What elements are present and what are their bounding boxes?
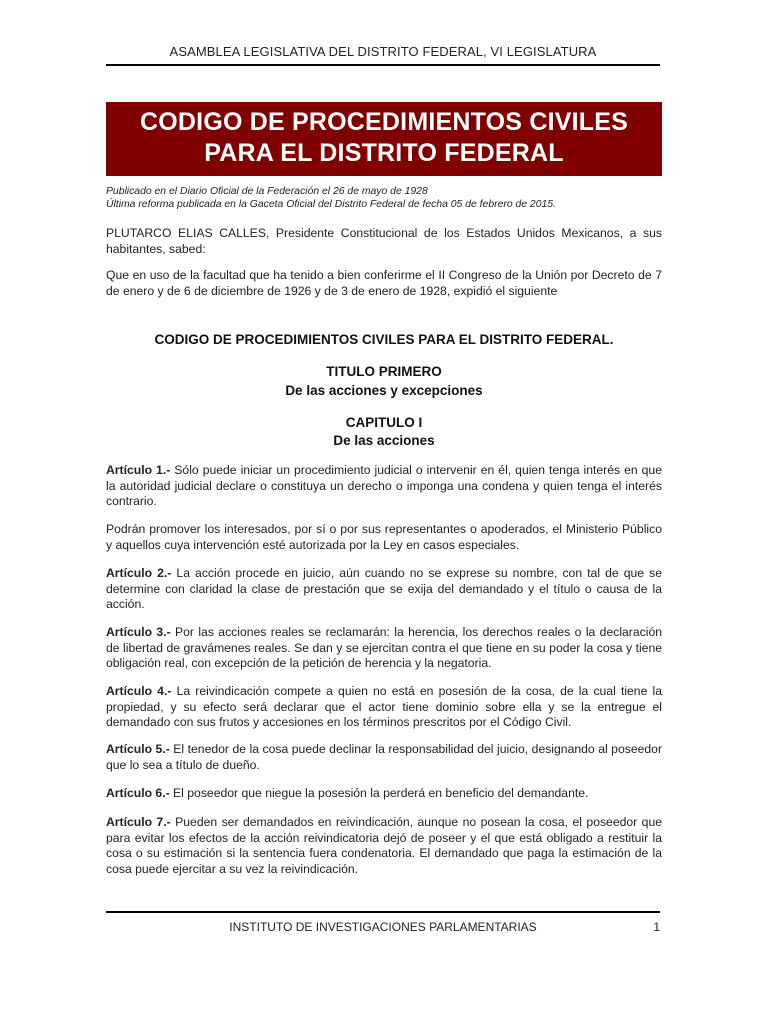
article-paragraph	[106, 742, 662, 773]
header-rule	[106, 64, 660, 66]
article-label: Artículo 2.-	[106, 566, 172, 580]
article-label: Artículo 5.-	[106, 742, 170, 756]
capitulo-heading: CAPITULO I	[345, 415, 423, 430]
article-paragraph	[106, 786, 662, 802]
article-paragraph	[106, 815, 662, 877]
article-paragraph	[106, 463, 662, 510]
document-title-banner	[106, 102, 662, 176]
article-text: La acción procede en juicio, aún cuando no se exprese su nombre, con tal de que se determine con claridad la clase de prestación que se exija del demandado y el título o causa de la acción.	[106, 566, 663, 611]
article-text: El tenedor de la cosa puede declinar la responsabilidad del juicio, designando al poseedor que lo sea a título de dueño.	[106, 742, 663, 772]
article-text: La reivindicación compete a quien no está en posesión de la cosa, de la cual tiene la propiedad, y su efecto será declarar que el actor tiene dominio sobre ella y se la entregue el demandado con sus frutos y accesiones en los términos prescritos por el Código Civil.	[106, 684, 662, 729]
publication-date: Publicado en el Diario Oficial de la Federación el 26 de mayo de 1928	[106, 186, 428, 197]
article-paragraph	[106, 625, 662, 672]
article-text: Por las acciones reales se reclamarán: la herencia, los derechos reales o la declaración de libertad de gravámenes reales. Se dan y se ejercitan contra el que tiene en su poder la cosa y tiene obligación real, con excepción de la petición de herencia y la negatoria.	[106, 625, 662, 670]
article-label: Artículo 3.-	[106, 625, 171, 639]
article-text: Sólo puede iniciar un procedimiento judicial o intervenir en él, quien tenga interés en que la autoridad judicial declare o constituya un derecho o imponga una condena y quien tenga el interés contrario.	[106, 463, 662, 508]
article-paragraph	[106, 684, 662, 731]
article-paragraph	[106, 566, 662, 613]
titulo-heading: TITULO PRIMERO	[326, 364, 442, 379]
titulo-name: De las acciones y excepciones	[285, 383, 483, 398]
page-number: 1	[653, 920, 660, 934]
code-heading: CODIGO DE PROCEDIMIENTOS CIVILES PARA EL DISTRITO FEDERAL.	[154, 332, 614, 347]
article-label: Artículo 7.-	[106, 815, 171, 829]
article-label: Artículo 4.-	[106, 684, 172, 698]
preamble-paragraph-2: Que en uso de la facultad que ha tenido a bien conferirme el II Congreso de la Unión por Decreto de 7 de enero y de 6 de diciembre de 1926 y de 3 de enero de 1928, expidió el siguiente	[106, 268, 662, 298]
article-text: Podrán promover los interesados, por sí o por sus representantes o apoderados, el Ministerio Público y aquellos cuya intervención esté autorizada por la Ley en casos especiales.	[106, 522, 662, 552]
article-label: Artículo 6.-	[106, 786, 170, 800]
publication-info	[106, 186, 662, 211]
article-paragraph	[106, 522, 662, 553]
article-text: El poseedor que niegue la posesión la perderá en beneficio del demandante.	[169, 786, 589, 800]
document-title-line-1: CODIGO DE PROCEDIMIENTOS CIVILES	[140, 108, 628, 136]
running-header: ASAMBLEA LEGISLATIVA DEL DISTRITO FEDERAL, VI LEGISLATURA	[169, 44, 597, 59]
last-reform-date: Última reforma publicada en la Gaceta Oficial del Distrito Federal de fecha 05 de febrero de 2015.	[106, 198, 556, 210]
article-label: Artículo 1.-	[106, 463, 171, 477]
capitulo-name: De las acciones	[333, 433, 435, 448]
footer-rule	[106, 911, 660, 913]
document-title-line-2: PARA EL DISTRITO FEDERAL	[204, 139, 564, 167]
article-text: Pueden ser demandados en reivindicación, aunque no posean la cosa, el poseedor que para evitar los efectos de la acción reivindicatoria dejó de poseer y el que está obligado a restituir la cosa o su estimación si la sentencia fuera condenatoria. El demandado que paga la estimación de la cosa puede ejercitar a su vez la reivindicación.	[106, 815, 662, 876]
preamble-paragraph-1: PLUTARCO ELIAS CALLES, Presidente Constitucional de los Estados Unidos Mexicanos, a sus habitantes, sabed:	[106, 226, 662, 256]
footer-institute: INSTITUTO DE INVESTIGACIONES PARLAMENTARIAS	[229, 920, 537, 934]
